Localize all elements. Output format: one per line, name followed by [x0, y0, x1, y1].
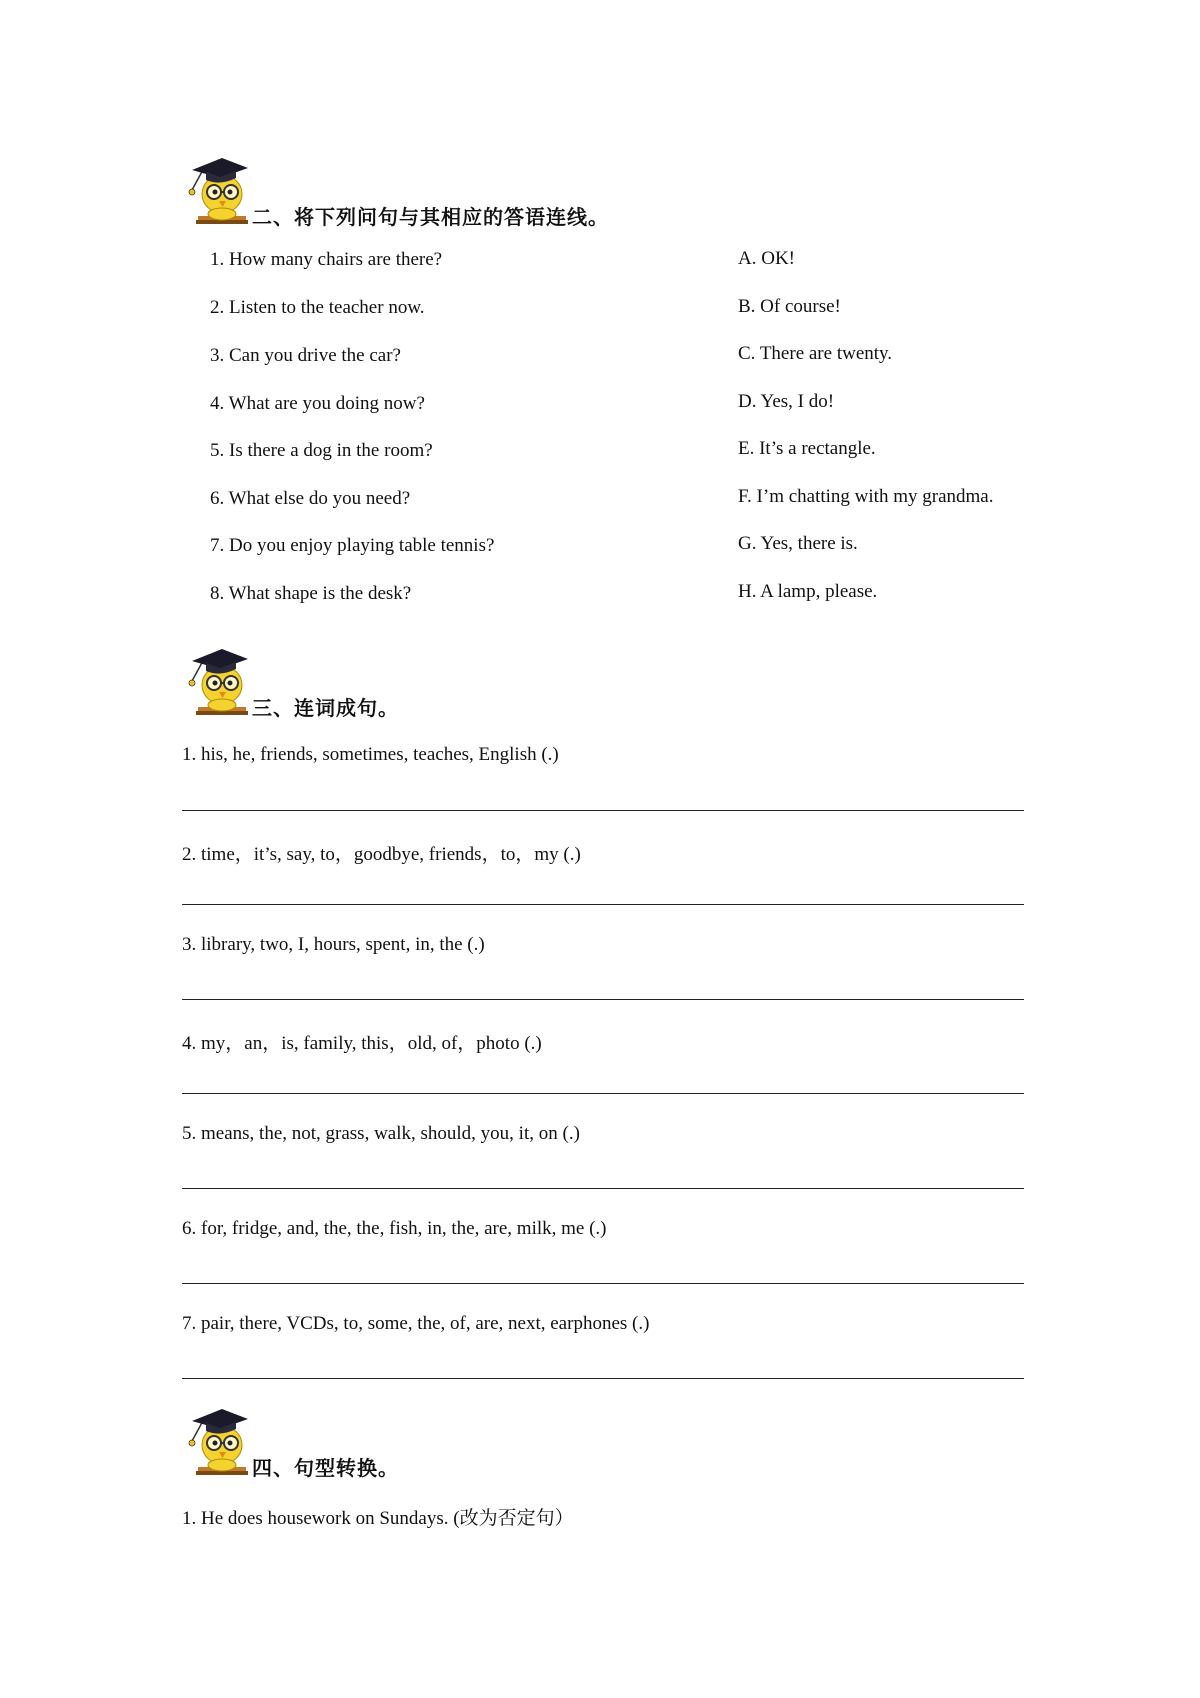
answer-line-2[interactable]: [182, 904, 1024, 905]
section-4-title: 四、句型转换。: [252, 1456, 399, 1480]
match-question-5: 5. Is there a dog in the room?: [210, 440, 433, 461]
reorder-item-7: 7. pair, there, VCDs, to, some, the, of, are, next, earphones (.): [182, 1313, 650, 1334]
reorder-item-2: 2. time，it’s, say, to，goodbye, friends，to，my (.): [182, 844, 581, 865]
section-2-title: 二、将下列问句与其相应的答语连线。: [252, 205, 609, 229]
match-answer-c: C. There are twenty.: [738, 343, 893, 364]
answer-line-5[interactable]: [182, 1188, 1024, 1189]
scholar-mascot-icon: [182, 1405, 252, 1479]
section-2-header: [182, 154, 882, 228]
section-3-title: 三、连词成句。: [252, 696, 399, 720]
section-3-header: [182, 645, 882, 719]
reorder-item-3: 3. library, two, I, hours, spent, in, the (.): [182, 934, 485, 955]
match-answer-a: A. OK!: [738, 248, 795, 269]
reorder-item-5: 5. means, the, not, grass, walk, should, you, it, on (.): [182, 1123, 580, 1144]
match-question-8: 8. What shape is the desk?: [210, 583, 412, 604]
answer-line-7[interactable]: [182, 1378, 1024, 1379]
match-question-1: 1. How many chairs are there?: [210, 249, 443, 270]
match-question-3: 3. Can you drive the car?: [210, 345, 401, 366]
scholar-mascot-icon: [182, 645, 252, 719]
match-answer-h: H. A lamp, please.: [738, 581, 878, 602]
reorder-item-4: 4. my，an，is, family, this，old, of，photo (.): [182, 1033, 542, 1054]
match-question-2: 2. Listen to the teacher now.: [210, 297, 425, 318]
reorder-item-6: 6. for, fridge, and, the, the, fish, in, the, are, milk, me (.): [182, 1218, 607, 1239]
match-answer-d: D. Yes, I do!: [738, 391, 835, 412]
transform-item-1: 1. He does housework on Sundays. (改为否定句）: [182, 1508, 574, 1529]
section-4-header: [182, 1405, 882, 1479]
reorder-item-1: 1. his, he, friends, sometimes, teaches, English (.): [182, 744, 559, 765]
match-answer-g: G. Yes, there is.: [738, 533, 858, 554]
match-answer-f: F. I’m chatting with my grandma.: [738, 486, 994, 507]
match-question-7: 7. Do you enjoy playing table tennis?: [210, 535, 495, 556]
answer-line-1[interactable]: [182, 810, 1024, 811]
match-answer-b: B. Of course!: [738, 296, 841, 317]
answer-line-6[interactable]: [182, 1283, 1024, 1284]
match-question-6: 6. What else do you need?: [210, 488, 411, 509]
answer-line-4[interactable]: [182, 1093, 1024, 1094]
answer-line-3[interactable]: [182, 999, 1024, 1000]
match-question-4: 4. What are you doing now?: [210, 393, 425, 414]
scholar-mascot-icon: [182, 154, 252, 228]
match-answer-e: E. It’s a rectangle.: [738, 438, 876, 459]
